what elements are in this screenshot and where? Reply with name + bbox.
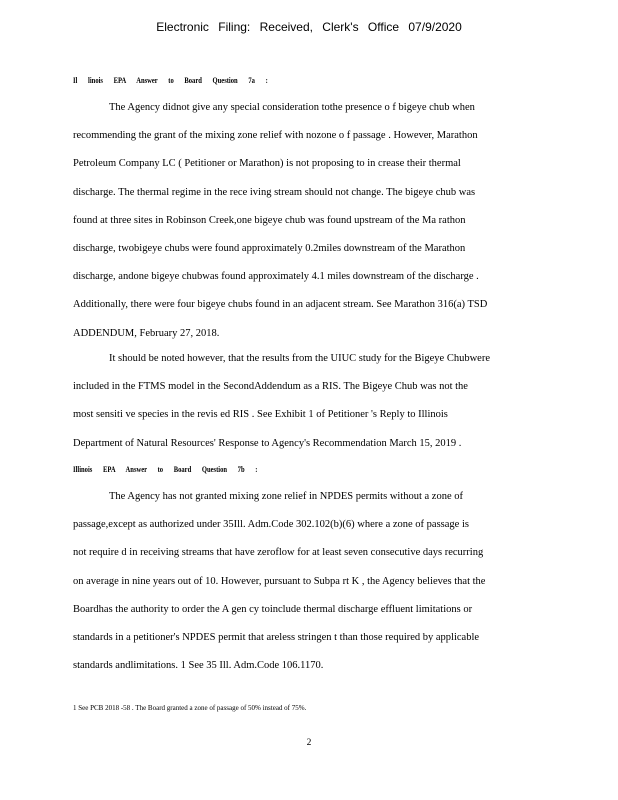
text-line: Additionally, there were four bigeye chubs found in an adjacent stream. See Marathon 316(a) TSD	[73, 299, 488, 311]
text-line: discharge, twobigeye chubs were found approximately 0.2miles downstream of the Marathon	[73, 243, 466, 255]
question-7b-heading: Illinois EPA Answer to Board Question 7b :	[73, 465, 258, 474]
text-line: The Agency has not granted mixing zone relief in NPDES permits without a zone of	[109, 491, 464, 502]
footnote: 1 See PCB 2018 -58 . The Board granted a zone of passage of 50% instead of 75%.	[73, 704, 307, 712]
text-line: most sensiti ve species in the revis ed RIS . See Exhibit 1 of Petitioner 's Reply to Illinois	[73, 409, 448, 421]
answer-7b-paragraph	[73, 483, 543, 680]
answer-7a-paragraph-2	[73, 345, 543, 458]
text-line: found at three sites in Robinson Creek,one bigeye chub was found upstream of the Ma rathon	[73, 214, 466, 226]
text-line: Petroleum Company LC ( Petitioner or Marathon) is not proposing to in crease their thermal	[73, 158, 461, 170]
text-line: Boardhas the authority to order the A gen cy toinclude thermal discharge effluent limitations or	[73, 603, 473, 615]
page-number: 2	[306, 738, 312, 748]
text-line: discharge, andone bigeye chubwas found approximately 4.1 miles downstream of the discharge .	[73, 271, 479, 283]
text-line: passage,except as authorized under 35Ill. Adm.Code 302.102(b)(6) where a zone of passage is	[73, 519, 469, 531]
text-line: Department of Natural Resources' Response to Agency's Recommendation March 15, 2019 .	[73, 437, 462, 449]
text-line: not require d in receiving streams that have zeroflow for at least seven consecutive days recurring	[73, 547, 484, 559]
answer-7a-paragraph-1	[73, 94, 543, 348]
text-line: discharge. The thermal regime in the rece iving stream should not change. The bigeye chub was	[73, 186, 476, 198]
question-7a-heading: Il linois EPA Answer to Board Question 7a :	[73, 76, 268, 85]
text-line: ADDENDUM, February 27, 2018.	[73, 327, 220, 339]
filing-header: Electronic Filing: Received, Clerk's Office 07/9/2020	[156, 20, 462, 34]
text-line: The Agency didnot give any special consideration tothe presence o f bigeye chub when	[109, 102, 475, 113]
text-line: included in the FTMS model in the SecondAddendum as a RIS. The Bigeye Chub was not the	[73, 381, 468, 393]
text-line: recommending the grant of the mixing zone relief with nozone o f passage . However, Marathon	[73, 130, 478, 142]
text-line: standards in a petitioner's NPDES permit that areless stringen t than those required by applicable	[73, 632, 480, 644]
text-line: standards andlimitations. 1 See 35 Ill. Adm.Code 106.1170.	[73, 660, 324, 672]
text-line: on average in nine years out of 10. However, pursuant to Subpa rt K , the Agency believes that the	[73, 575, 486, 587]
text-line: It should be noted however, that the results from the UIUC study for the Bigeye Chubwere	[109, 353, 490, 364]
